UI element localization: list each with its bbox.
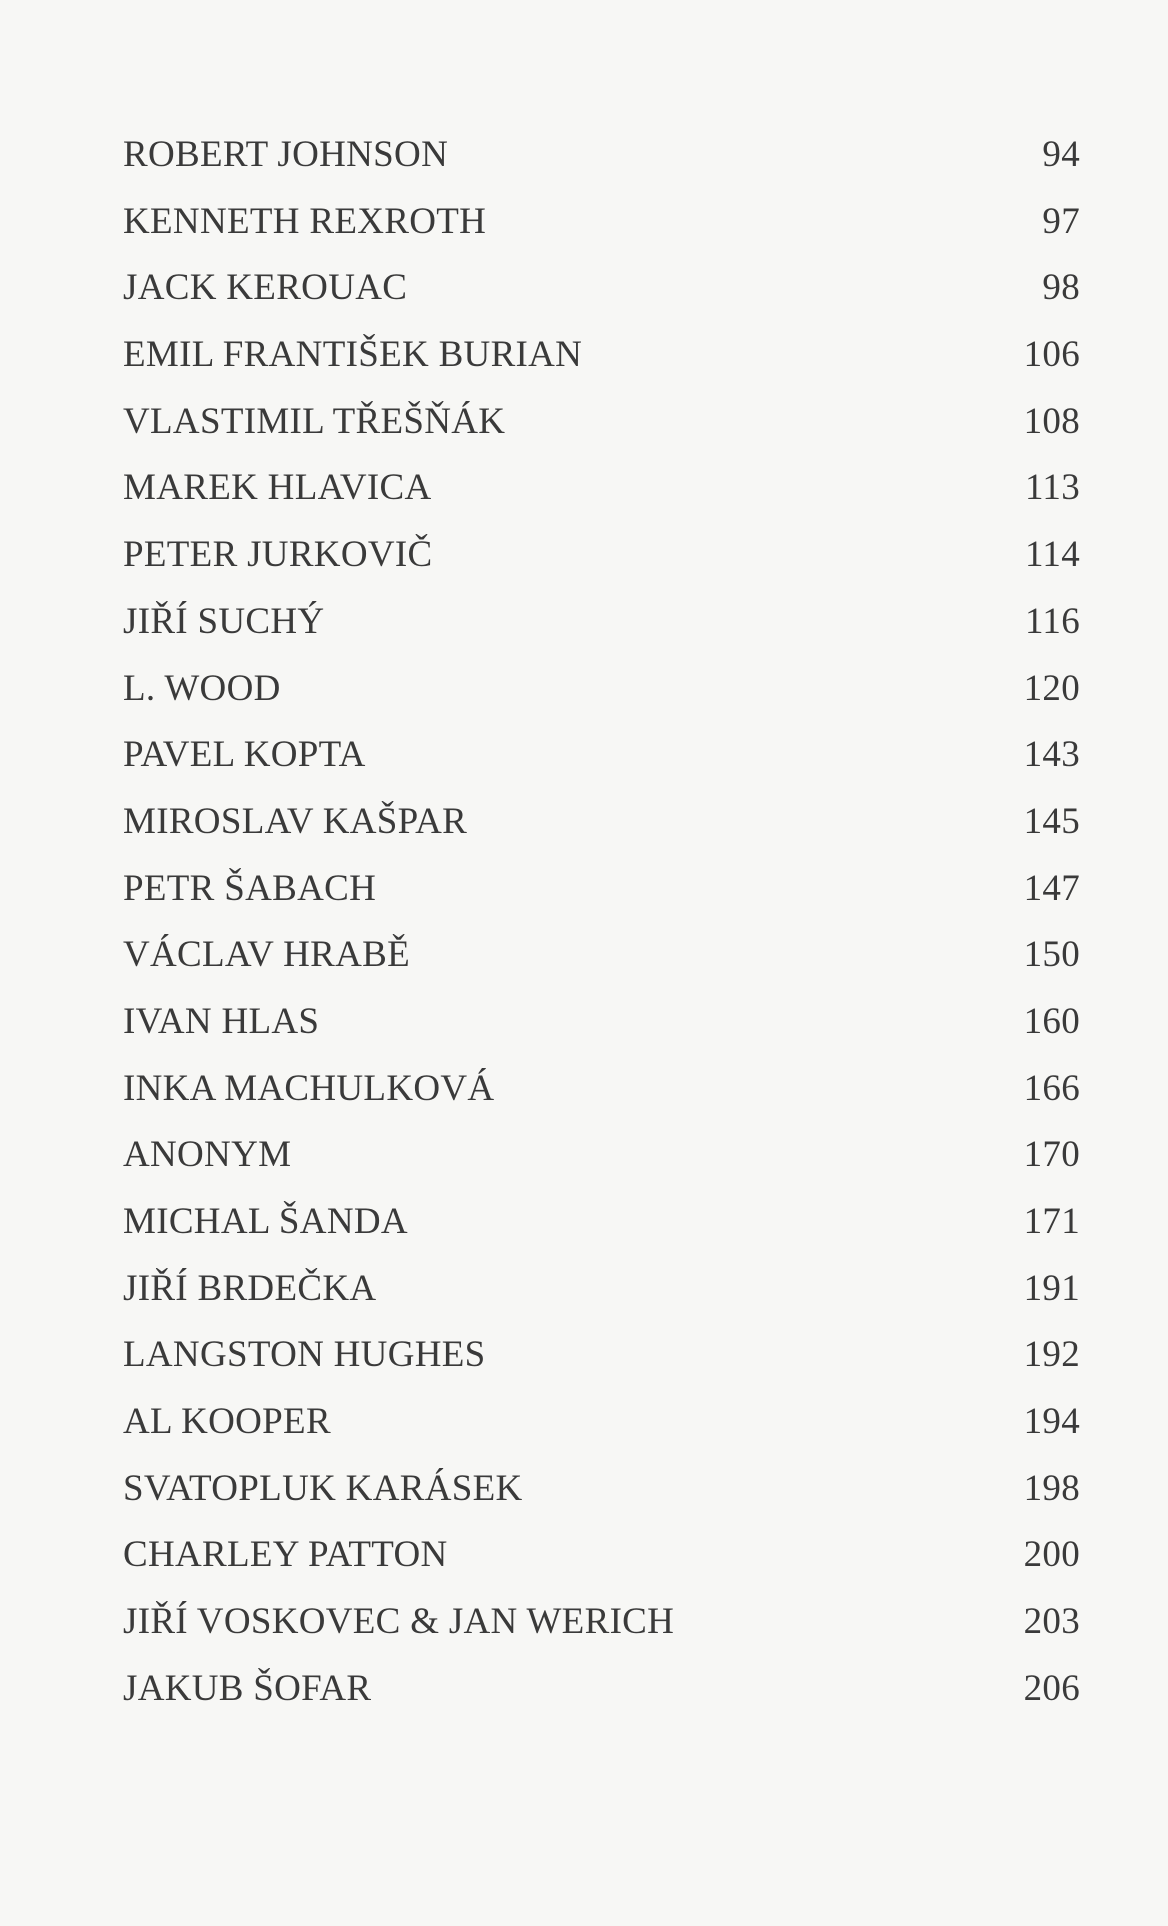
toc-page-number: 203 [1023,1601,1080,1643]
toc-author: ANONYM [123,1134,292,1176]
toc-author: JACK KEROUAC [123,267,408,309]
toc-page-number: 113 [1024,467,1080,509]
toc-entry [123,722,1080,789]
toc-author: IVAN HLAS [123,1000,320,1042]
toc-entry [123,1322,1080,1389]
toc-page-number: 191 [1023,1267,1080,1309]
toc-page-number: 206 [1023,1667,1080,1709]
toc-entry [123,989,1080,1056]
toc-author: AL KOOPER [123,1401,331,1443]
toc-author: JIŘÍ VOSKOVEC & JAN WERICH [123,1601,675,1643]
toc-entry [123,589,1080,656]
toc-author: CHARLEY PATTON [123,1534,448,1576]
toc-entry [123,1656,1080,1723]
toc-entry [123,389,1080,456]
toc-entry [123,1456,1080,1523]
toc-author: PETER JURKOVIČ [123,534,433,576]
toc-entry [123,122,1080,189]
toc-entry [123,1122,1080,1189]
toc-page-number: 116 [1024,600,1080,642]
toc-page-number: 97 [1042,200,1080,242]
toc-author: KENNETH REXROTH [123,200,487,242]
toc-entry [123,189,1080,256]
toc-page-number: 94 [1042,134,1080,175]
toc-author: VLASTIMIL TŘEŠŇÁK [123,400,506,442]
toc-entry [123,856,1080,923]
toc-page-number: 98 [1042,267,1080,309]
toc-entry [123,1256,1080,1323]
toc-page-number: 108 [1023,400,1080,442]
toc-author: INKA MACHULKOVÁ [123,1067,495,1109]
toc-page-number: 143 [1023,734,1080,776]
toc-author: SVATOPLUK KARÁSEK [123,1467,523,1509]
toc-page-number: 160 [1023,1000,1080,1042]
toc-page-number: 147 [1023,867,1080,909]
toc-entry [123,255,1080,322]
toc-page-number: 192 [1023,1334,1080,1376]
toc-author: LANGSTON HUGHES [123,1334,486,1376]
toc-page-number: 166 [1023,1067,1080,1109]
toc-author: L. WOOD [123,667,281,709]
toc-entry [123,522,1080,589]
toc-author: PAVEL KOPTA [123,734,366,776]
toc-author: MICHAL ŠANDA [123,1201,408,1242]
toc-author: EMIL FRANTIŠEK BURIAN [123,334,583,376]
toc-page-number: 114 [1024,534,1080,576]
toc-author: MIROSLAV KAŠPAR [123,800,468,842]
toc-page-number: 194 [1023,1401,1080,1443]
toc-entry [123,656,1080,723]
toc-page-number: 120 [1023,667,1080,709]
toc-author: ROBERT JOHNSON [123,134,449,175]
toc-author: JAKUB ŠOFAR [123,1667,372,1709]
toc-page-number: 145 [1023,800,1080,842]
toc-entry [123,1389,1080,1456]
toc-author: MAREK HLAVICA [123,467,432,509]
toc-author: JIŘÍ BRDEČKA [123,1267,377,1309]
toc-author: PETR ŠABACH [123,867,377,909]
toc-entry [123,1056,1080,1123]
toc-entry [123,1522,1080,1589]
toc-entry [123,1189,1080,1256]
toc-entry [123,922,1080,989]
toc-page-number: 106 [1023,334,1080,376]
toc-author: JIŘÍ SUCHÝ [123,600,325,642]
toc-page-number: 170 [1023,1134,1080,1176]
table-of-contents [123,122,1080,1723]
toc-page-number: 171 [1023,1201,1080,1242]
toc-page-number: 150 [1023,934,1080,976]
toc-page-number: 200 [1023,1534,1080,1576]
toc-entry [123,322,1080,389]
toc-page-number: 198 [1023,1467,1080,1509]
toc-entry [123,1589,1080,1656]
toc-entry [123,789,1080,856]
toc-entry [123,455,1080,522]
toc-author: VÁCLAV HRABĚ [123,934,410,976]
